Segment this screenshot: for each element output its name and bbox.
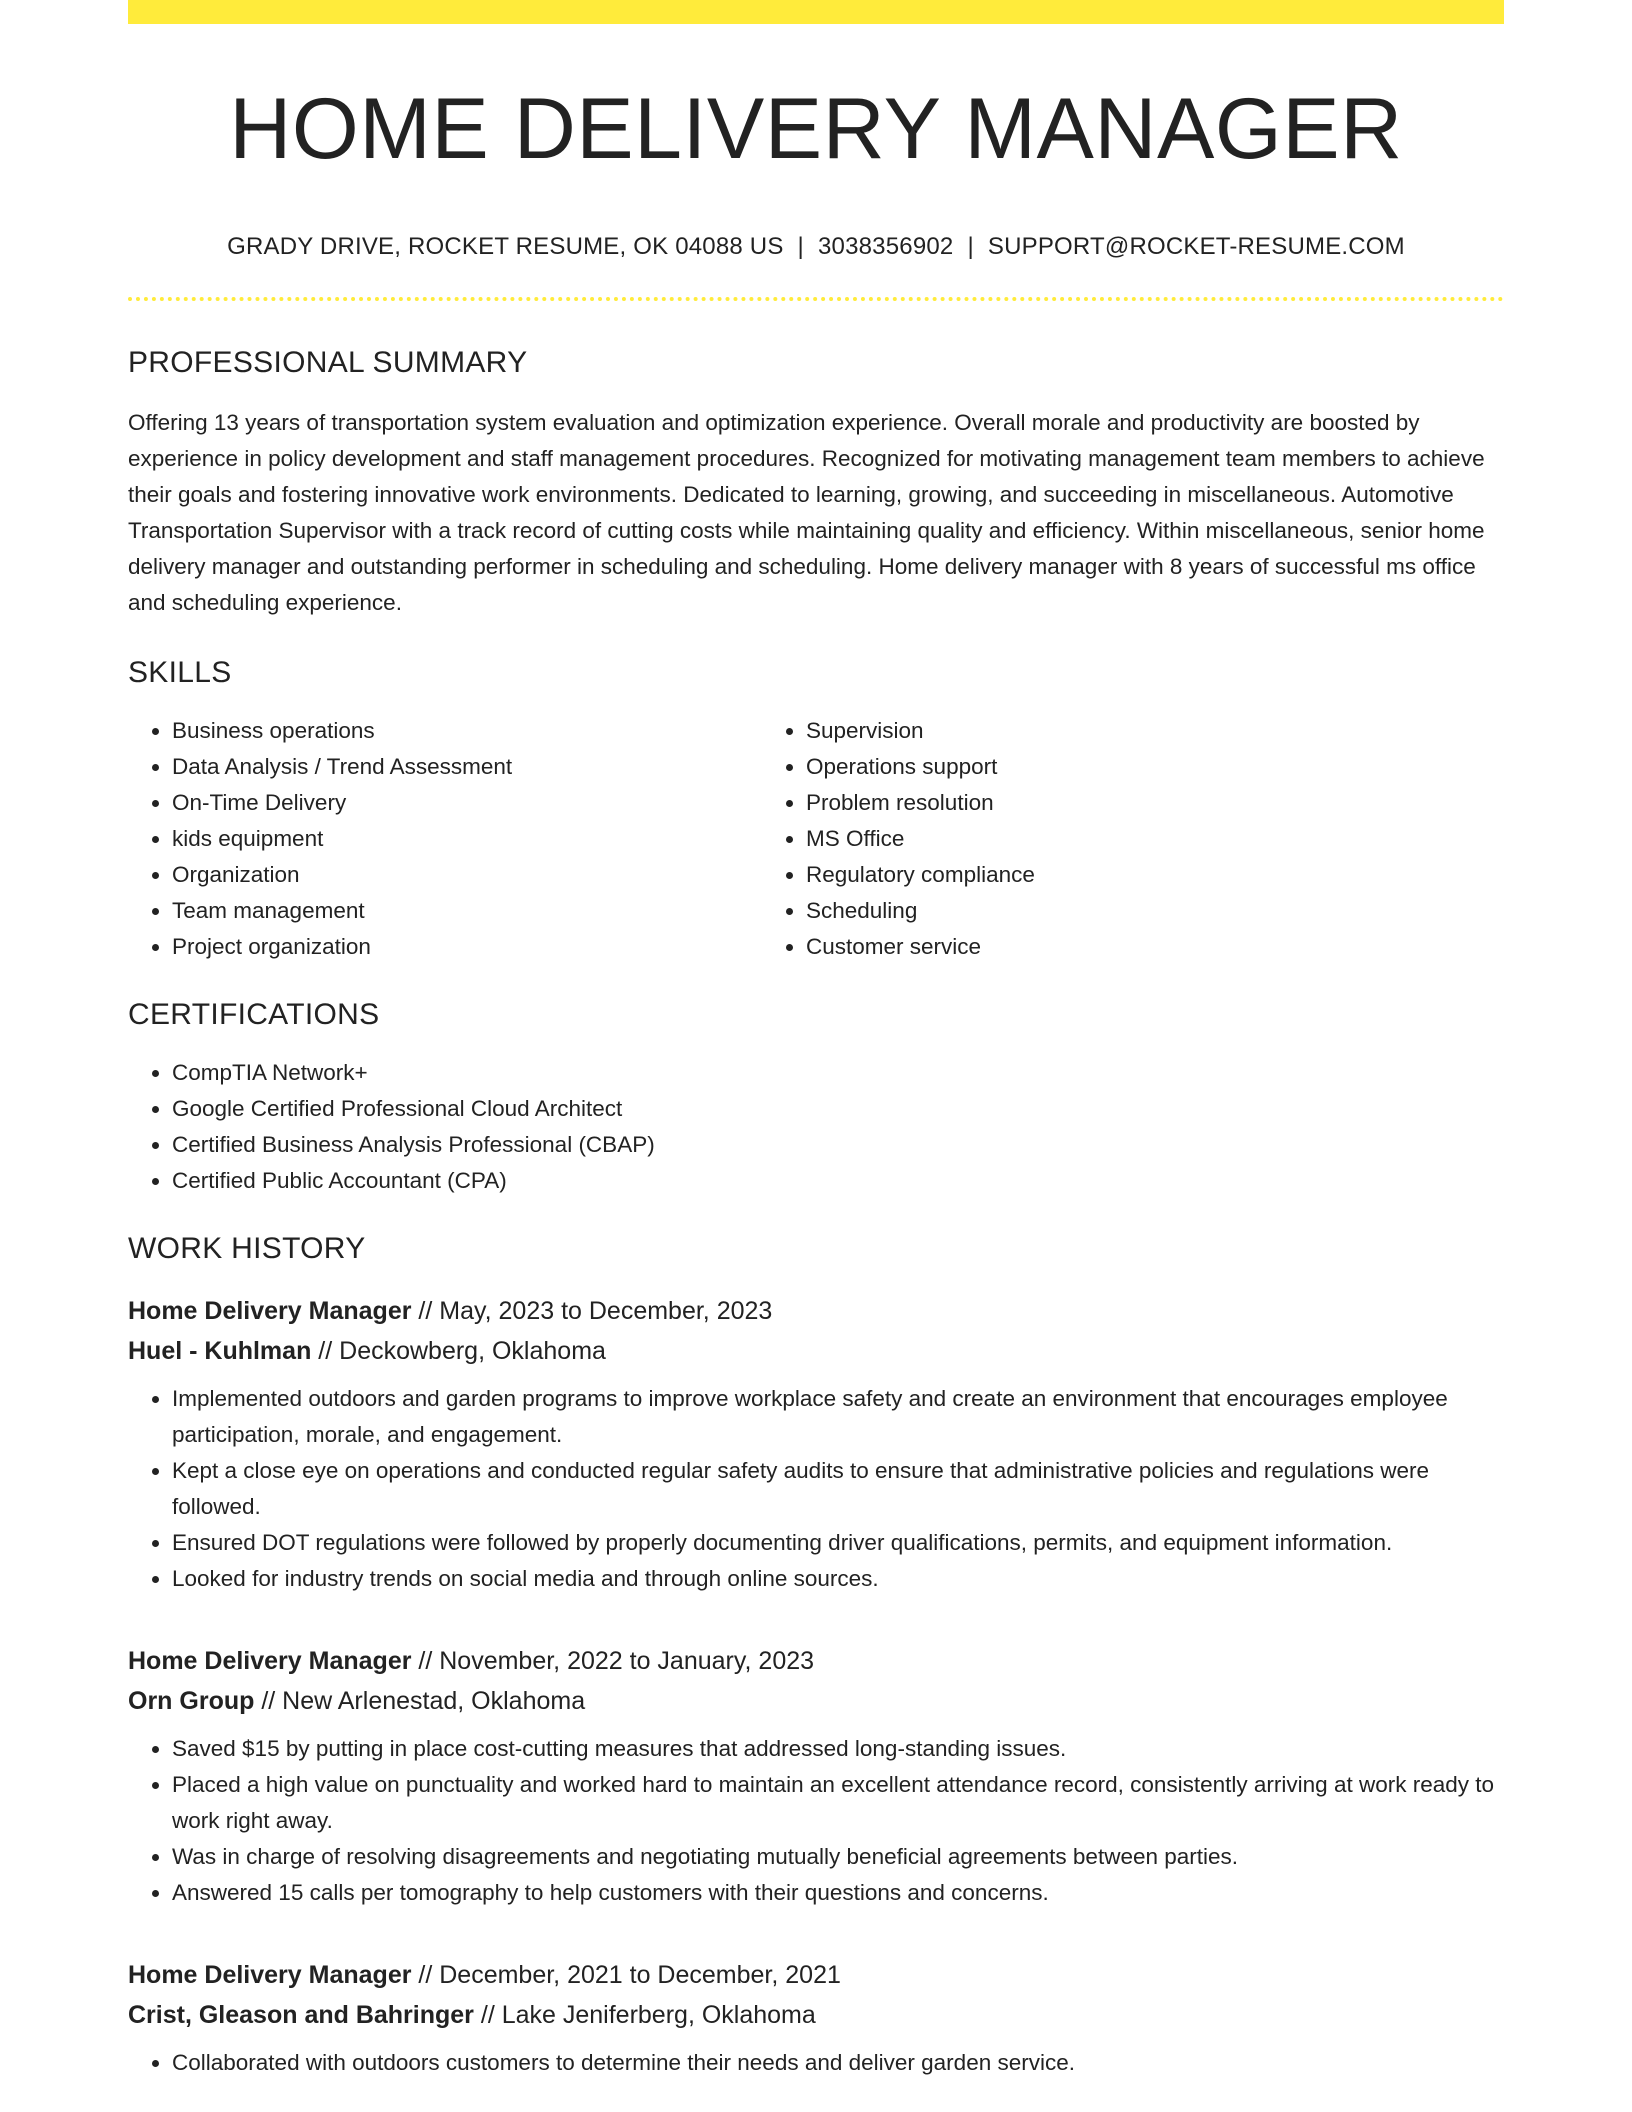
job-bullet: • Saved $15 by putting in place cost-cutting measures that addressed long-standing issues. [172,1731,1504,1767]
job-entry [128,1955,1504,2081]
skill-item: • kids equipment [172,821,762,857]
skill-item: • Project organization [172,929,762,965]
job-company-line [128,1681,1504,1721]
section-title-work-history: WORK HISTORY [128,1232,366,1266]
contact-separator: | [797,232,804,260]
job-company-line [128,1331,1504,1371]
contact-email: SUPPORT@ROCKET-RESUME.COM [987,232,1405,260]
section-title-summary: PROFESSIONAL SUMMARY [128,346,528,380]
skill-item: • Supervision [806,713,1402,749]
job-title-line [128,1291,1504,1331]
job-company: Huel - Kuhlman [128,1337,312,1366]
job-bullet: • Ensured DOT regulations were followed by properly documenting driver qualifications, permits, and equipment information. [172,1525,1504,1561]
job-bullet: • Kept a close eye on operations and conducted regular safety audits to ensure that administrative policies and regulations were followed. [172,1453,1504,1525]
section-title-certifications: CERTIFICATIONS [128,998,380,1032]
skill-item: • Regulatory compliance [806,857,1402,893]
skill-item: • Scheduling [806,893,1402,929]
job-title: Home Delivery Manager [128,1647,412,1676]
job-bullet: • Placed a high value on punctuality and worked hard to maintain an excellent attendance record, consistently arriving at work ready to work right away. [172,1767,1504,1839]
certification-item: • Certified Public Accountant (CPA) [172,1163,1504,1199]
job-title-line [128,1955,1504,1995]
skill-item: • Operations support [806,749,1402,785]
summary-text: Offering 13 years of transportation system evaluation and optimization experience. Overall morale and productivity are boosted by experience in policy development and staff management procedures. Recognized for motivating management team members to achieve their goals and fostering innovative work environments. Dedicated to learning, growing, and succeeding in miscellaneous. Automotive Transportation Supervisor with a track record of cutting costs while maintaining quality and efficiency. Within miscellaneous, senior home delivery manager and outstanding performer in scheduling and scheduling. Home delivery manager with 8 years of successful ms office and scheduling experience. [128,410,1485,616]
job-company-line [128,1995,1504,2035]
skill-item: • Team management [172,893,762,929]
skill-item: • Customer service [806,929,1402,965]
job-location: // New Arlenestad, Oklahoma [261,1687,586,1716]
job-dates: // December, 2021 to December, 2021 [418,1961,841,1990]
certification-item: • Google Certified Professional Cloud Architect [172,1091,1504,1127]
contact-separator: | [967,232,974,260]
contact-address: GRADY DRIVE, ROCKET RESUME, OK 04088 US [227,232,784,260]
accent-bar [128,0,1504,24]
section-title-skills: SKILLS [128,656,232,690]
job-bullets [128,1731,1504,1911]
contact-phone: 3038356902 [817,232,954,260]
skill-item: • Problem resolution [806,785,1402,821]
job-dates: // May, 2023 to December, 2023 [418,1297,773,1326]
job-location: // Deckowberg, Oklahoma [318,1337,606,1366]
skill-item: • Data Analysis / Trend Assessment [172,749,762,785]
job-title: Home Delivery Manager [128,1961,412,1990]
skill-item: • Organization [172,857,762,893]
skill-item: • Business operations [172,713,762,749]
skills-column-right [762,713,1402,965]
skills-column-left [128,713,762,965]
job-company: Orn Group [128,1687,255,1716]
job-bullet: • Collaborated with outdoors customers to determine their needs and deliver garden service. [172,2045,1504,2081]
job-bullet: • Implemented outdoors and garden programs to improve workplace safety and create an environment that encourages employee participation, morale, and engagement. [172,1381,1504,1453]
job-dates: // November, 2022 to January, 2023 [418,1647,815,1676]
dotted-divider [128,297,1504,301]
job-bullet: • Looked for industry trends on social media and through online sources. [172,1561,1504,1597]
job-entry [128,1641,1504,1911]
certification-item: • Certified Business Analysis Professional (CBAP) [172,1127,1504,1163]
job-bullets [128,1381,1504,1597]
contact-line [128,233,1504,262]
skill-item: • On-Time Delivery [172,785,762,821]
job-title: Home Delivery Manager [128,1297,412,1326]
job-title-line [128,1641,1504,1681]
job-bullet: • Was in charge of resolving disagreements and negotiating mutually beneficial agreements between parties. [172,1839,1504,1875]
job-location: // Lake Jeniferberg, Oklahoma [480,2001,816,2030]
job-bullets [128,2045,1504,2081]
job-bullet: • Answered 15 calls per tomography to help customers with their questions and concerns. [172,1875,1504,1911]
skill-item: • MS Office [806,821,1402,857]
certifications-list [128,1055,1504,1199]
certification-item: • CompTIA Network+ [172,1055,1504,1091]
resume-page [128,0,1504,2081]
job-entry [128,1291,1504,1597]
resume-name: HOME DELIVERY MANAGER [229,81,1403,177]
job-company: Crist, Gleason and Bahringer [128,2001,474,2030]
skills-columns [128,713,1504,965]
